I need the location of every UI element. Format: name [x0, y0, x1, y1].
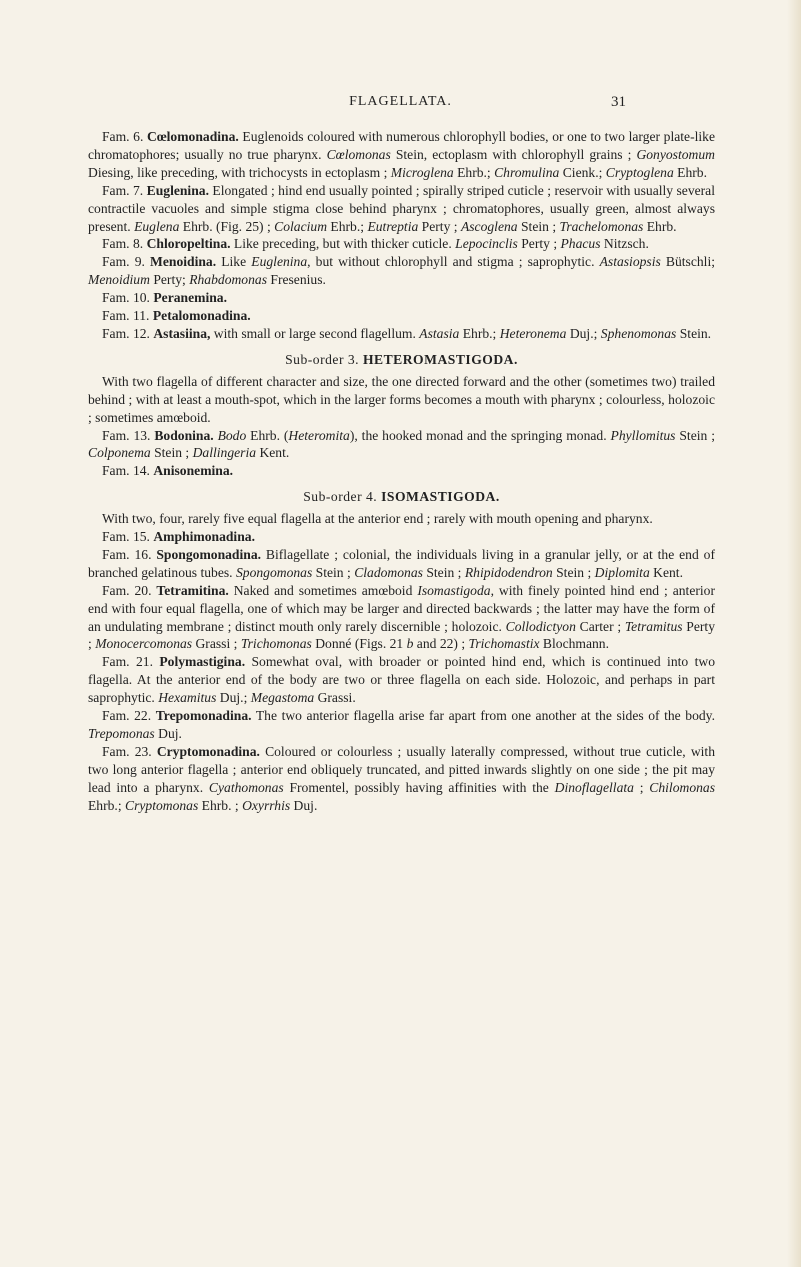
family-entry: Fam. 23. Cryptomonadina. Coloured or colourless ; usually laterally compressed, without true cuticle, with two long anterior flagella ; anterior end obliquely truncated, and pitted inwards slightly on one side ; the pit may lead into a pharynx. Cyathomonas Fromentel, possibly having affinities with the Dinoflagellata ; Chilomonas Ehrb.; Cryptomonas Ehrb. ; Oxyrrhis Duj.	[88, 743, 716, 813]
genus-name: Chromulina	[494, 164, 560, 180]
family-entry: Fam. 9. Menoidina. Like Euglenina, but without chlorophyll and stigma ; saprophytic. Astasiopsis Bütschli; Menoidium Perty; Rhabdomonas Fresenius.	[88, 254, 715, 288]
family-entry: Fam. 12. Astasiina, with small or large second flagellum. Astasia Ehrb.; Heteronema Duj.; Sphenomonas Stein.	[102, 325, 712, 341]
family-entry: Fam. 8. Chloropeltina. Like preceding, but with thicker cuticle. Lepocinclis Perty ; Phacus Nitzsch.	[102, 236, 649, 252]
running-title: FLAGELLATA.	[349, 94, 452, 109]
genus-name: Monocercomonas	[95, 636, 193, 652]
genus-name: Rhipidodendron	[464, 564, 553, 580]
family-entry: Fam. 20. Tetramitina. Naked and sometimes amœboid Isomastigoda, with finely pointed hind end ; anterior end with four equal flagella, one of which may be larger and directed backwards ; the latter may have the form of an undulating membrane ; distinct mouth only rarely discernible ; holozoic. Collodictyon Carter ; Tetramitus Perty ; Monocercomonas Grassi ; Trichomonas Donné (Figs. 21 b and 22) ; Trichomastix Blochmann.	[88, 582, 715, 652]
page-number: 31	[611, 94, 626, 110]
suborder-label: Sub-order 3.	[285, 351, 363, 367]
genus-name: Sphenomonas	[600, 325, 677, 341]
genus-name: Spongomonas	[235, 564, 313, 580]
genus-name: Ascoglena	[460, 218, 518, 234]
suborder-heading	[88, 488, 715, 506]
genus-name: Gonyostomum	[636, 146, 715, 162]
genus-name: Oxyrrhis	[242, 797, 291, 813]
genus-name: Dallingeria	[192, 445, 257, 461]
genus-name: Menoidium	[88, 272, 150, 288]
genus-name: Euglena	[134, 218, 180, 234]
family-entry: Fam. 13. Bodonina. Bodo Ehrb. (Heteromita), the hooked monad and the springing monad. Phyllomitus Stein ; Colponema Stein ; Dallingeria Kent.	[88, 427, 715, 461]
genus-name: Megastoma	[250, 690, 315, 706]
family-label: Fam. 11.	[102, 308, 153, 324]
genus-name: Heteromita	[288, 427, 350, 443]
family-entry: Fam. 6. Cœlomonadina. Euglenoids coloured with numerous chlorophyll bodies, or one to two larger plate-like chromatophores; usually no true pharynx. Cœlomonas Stein, ectoplasm with chlorophyll grains ; Gonyostomum Diesing, like preceding, with trichocysts in ectoplasm ; Microglena Ehrb.; Chromulina Cienk.; Cryptoglena Ehrb.	[88, 129, 715, 180]
family-entry: Fam. 7. Euglenina. Elongated ; hind end usually pointed ; spirally striped cuticle ; reservoir with usually several contractile vacuoles and simple stigma close behind pharynx ; chromatophores, usually green, almost always present. Euglena Ehrb. (Fig. 25) ; Colacium Ehrb.; Eutreptia Perty ; Ascoglena Stein ; Trachelomonas Ehrb.	[88, 182, 715, 234]
genus-name: Diplomita	[594, 564, 650, 580]
genus-name: Dinoflagellata	[554, 779, 634, 795]
family-label: Fam. 16.	[102, 546, 157, 562]
suborder-label: Sub-order 4.	[303, 489, 382, 505]
family-label: Fam. 22.	[102, 708, 156, 724]
family-entry	[88, 289, 715, 307]
genus-name: Phacus	[560, 236, 601, 252]
description-paragraph: With two flagella of different character and size, the one directed forward and the other (sometimes two) trailed behind ; with at least a mouth-spot, which in the larger forms becomes a mouth with pharynx ; colourless, holozoic ; sometimes amœboid.	[88, 373, 715, 425]
page-edge-shadow	[787, 0, 801, 1267]
suborder-name: HETEROMASTIGODA.	[362, 351, 518, 367]
family-label: Fam. 9.	[102, 254, 151, 270]
genus-name: Cyathomonas	[208, 779, 284, 795]
family-name: Euglenina.	[146, 182, 209, 198]
genus-name: Cryptoglena	[605, 164, 674, 180]
suborder-heading	[88, 351, 715, 369]
genus-name: Eutreptia	[367, 218, 419, 234]
family-entry: Fam. 16. Spongomonadina. Biflagellate ; colonial, the individuals living in a granular jelly, or at the end of branched gelatinous tubes. Spongomonas Stein ; Cladomonas Stein ; Rhipidodendron Stein ; Diplomita Kent.	[88, 546, 715, 580]
genus-name: Bodo	[217, 427, 247, 443]
genus-name: Astasia	[419, 325, 460, 341]
family-label: Fam. 8.	[102, 236, 147, 252]
family-label: Fam. 20.	[102, 582, 157, 598]
genus-name: Cryptomonas	[125, 797, 199, 813]
family-label: Fam. 6.	[102, 129, 148, 144]
family-name: Petalomonadina.	[152, 308, 251, 324]
genus-name: Collodictyon	[505, 618, 576, 634]
genus-name: Trepomonas	[88, 726, 155, 741]
genus-name: Trichomastix	[468, 636, 540, 652]
genus-name: Colacium	[274, 218, 328, 234]
description-paragraph: With two, four, rarely five equal flagella at the anterior end ; rarely with mouth opening and pharynx.	[102, 511, 653, 527]
genus-name: Cœlomonas	[326, 146, 391, 162]
genus-name: Chilomonas	[649, 779, 716, 795]
genus-name: Trachelomonas	[559, 218, 644, 234]
suborder-name: ISOMASTIGODA.	[381, 489, 500, 505]
family-name: Chloropeltina.	[146, 236, 231, 252]
family-entry	[88, 462, 715, 480]
genus-name: Isomastigoda	[417, 582, 491, 598]
genus-name: Cladomonas	[354, 564, 423, 580]
family-entry	[88, 528, 715, 546]
genus-name: Microglena	[390, 164, 454, 180]
genus-name: Rhabdomonas	[189, 272, 267, 288]
genus-name: Astasiopsis	[599, 254, 661, 270]
family-entry	[88, 307, 715, 325]
running-head	[0, 94, 801, 114]
family-label: Fam. 23.	[102, 743, 157, 759]
body-text	[88, 128, 715, 815]
family-name: Spongomonadina.	[156, 546, 262, 562]
family-name: Tetramitina.	[156, 582, 229, 598]
family-name: Menoidina.	[150, 254, 217, 270]
family-name: Astasiina,	[153, 325, 211, 341]
family-label: Fam. 13.	[102, 427, 155, 443]
family-name: Cœlomonadina.	[147, 129, 239, 144]
genus-name: Euglenina	[251, 254, 308, 270]
genus-name: Trichomonas	[240, 636, 312, 652]
family-name: Bodonina.	[154, 427, 214, 443]
genus-name: Colponema	[88, 445, 151, 461]
genus-name: Lepocinclis	[455, 236, 518, 252]
family-label: Fam. 15.	[102, 529, 154, 545]
family-name: Peranemina.	[153, 290, 227, 306]
family-name: Amphimonadina.	[153, 529, 255, 545]
genus-name: Hexamitus	[158, 690, 217, 706]
genus-name: Tetramitus	[624, 618, 683, 634]
family-label: Fam. 7.	[102, 182, 147, 198]
family-entry: Fam. 22. Trepomonadina. The two anterior flagella arise far apart from one another at the sides of the body. Trepomonas Duj.	[88, 708, 715, 741]
family-name: Cryptomonadina.	[156, 743, 260, 759]
genus-name: b	[406, 636, 414, 652]
family-name: Trepomonadina.	[155, 708, 252, 724]
family-label: Fam. 14.	[102, 463, 154, 479]
family-label: Fam. 21.	[102, 654, 160, 670]
family-name: Polymastigina.	[159, 654, 246, 670]
family-label: Fam. 10.	[102, 290, 154, 306]
genus-name: Heteronema	[499, 325, 567, 341]
genus-name: Phyllomitus	[610, 427, 676, 443]
family-name: Anisonemina.	[153, 463, 234, 479]
family-entry: Fam. 21. Polymastigina. Somewhat oval, with broader or pointed hind end, which is continued into two flagella. At the anterior end of the body are two or three flagella on each side. Holozoic, and perhaps in part saprophytic. Hexamitus Duj.; Megastoma Grassi.	[88, 654, 715, 706]
family-label: Fam. 12.	[102, 325, 154, 341]
